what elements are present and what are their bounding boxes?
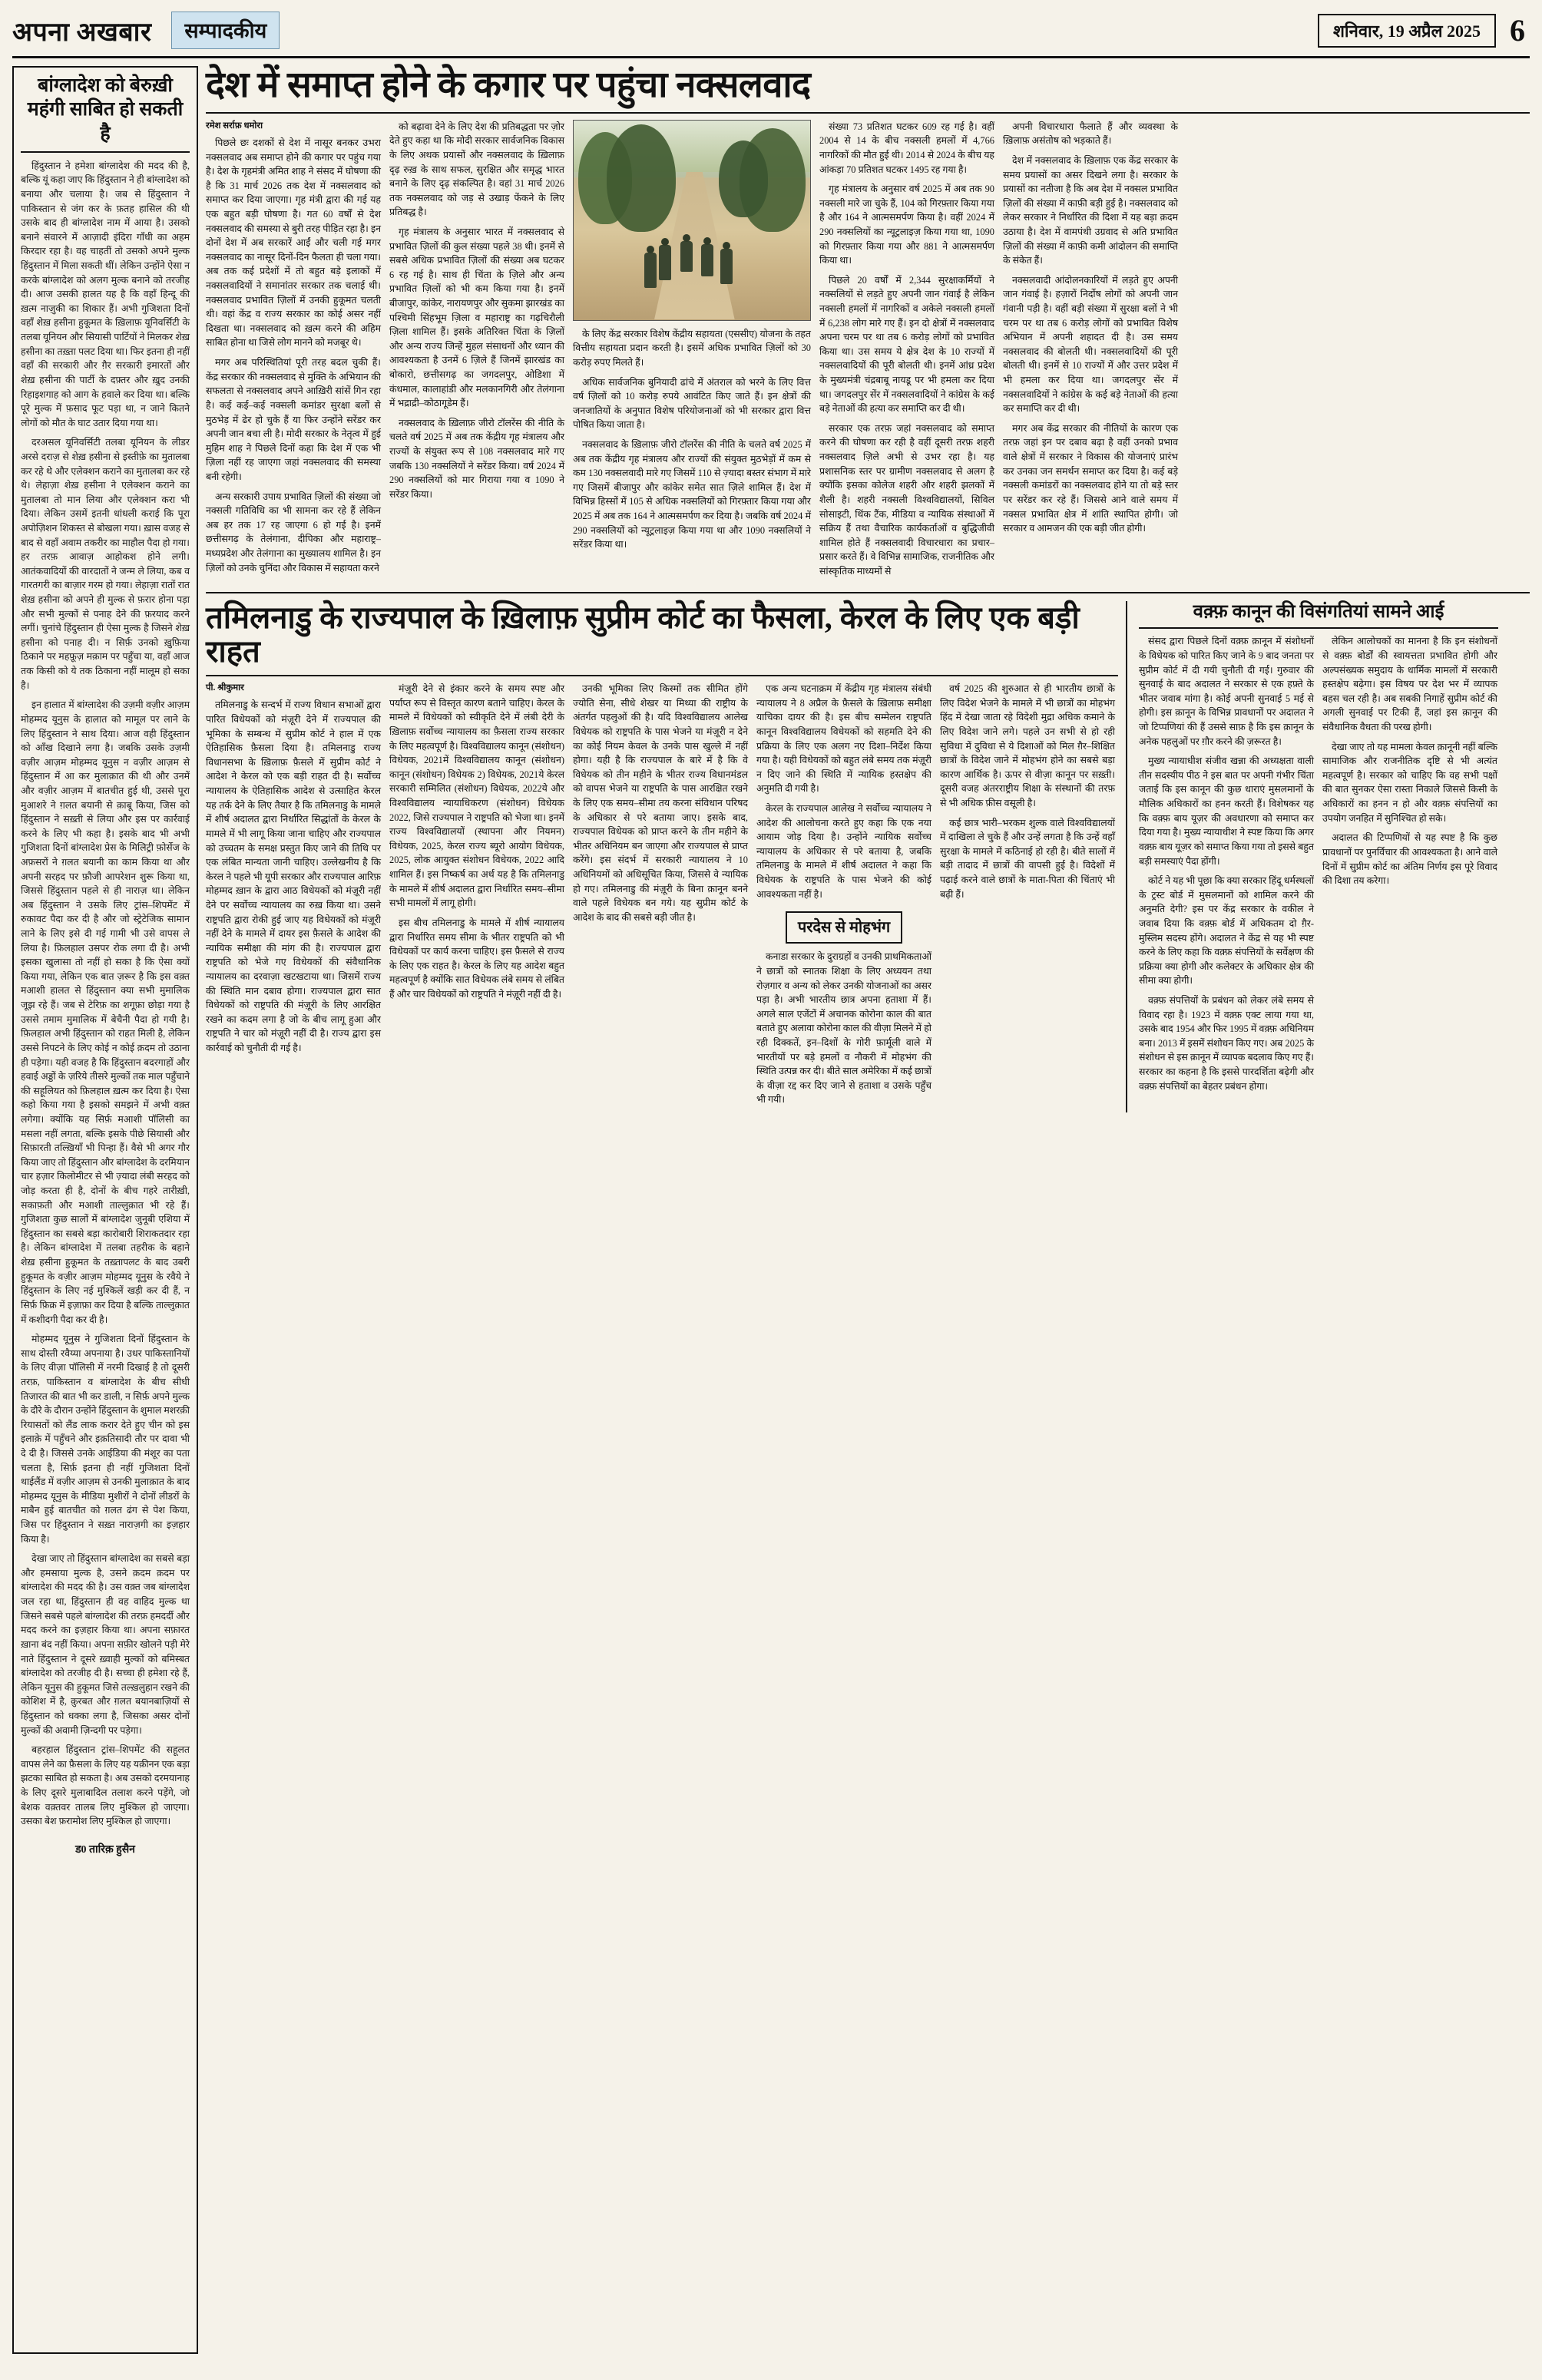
paragraph: गृह मंत्रालय के अनुसार भारत में नक्सलवाद से प्रभावित ज़िलों की कुल संख्या पहले 38 थी। इनमें से सबसे अधिक प्रभावित ज़िलों की संख्या अब घटकर 6 रह गई है। साथ ही चिंता के ज़िले और अन्य प्रभावित ज़िलों को भी कम किया गया है। इनमें बीजापुर, कांकेर, नारायणपुर और सुकमा झारखंड का पश्चिमी सिंहभूम ज़िला व महाराष्ट्र का गढ़चिरौली ज़िला शामिल हैं। इसके अतिरिक्त चिंता के ज़िलों और अन्य राज्य जिन्हें मुहल संसाधनों और ध्यान की आवश्यकता है उनमें 6 ज़िले हैं जिनमें झारखंड का बोकारो, छत्तीसगढ़ का जगदलपुर, ओडिशा में कंधमाल, कालाहांडी और मलकानगिरी और तेलंगाना में भद्राद्री–कोठागूडेम हैं।	[389, 226, 564, 409]
paragraph: वक़्फ़ संपत्तियों के प्रबंधन को लेकर लंबे समय से विवाद रहा है। 1923 में वक़्फ़ एक्ट लाया गया था, उसके बाद 1954 और फिर 1995 में वक़्फ़ अधिनियम बना। 2013 में इसमें संशोधन किए गए। अब 2025 के संशोधन से इस क़ानून में व्यापक बदलाव किए गए हैं। सरकार का कहना है कि इससे पारदर्शिता बढ़ेगी और वक़्फ़ संपत्तियों का बेहतर प्रबंधन होगा।	[1139, 995, 1314, 1092]
soldier-figure	[680, 241, 693, 272]
page-number: 6	[1510, 13, 1525, 48]
paragraph: कनाडा सरकार के दुराग्रहों व उनकी प्राथमिकताओं ने छात्रों को स्नातक शिक्षा के लिए अध्ययन तथा रोज़गार व अन्य को लेकर उनकी योजनाओं का असर पड़ा है। अभी भारतीय छात्र अपना हताशा में हैं। अगले साल एजेंटों में अचानक कोरोना काल की बात बताते हुए अलावा कोरोना काल की वीज़ा मिलने में हो रही दिक्कतें, इन–दिशों के गोरी फ़ार्मूली वाले में भारतीयों पर बड़े हमलों व नौकरी में मोहभंग की स्थिति उत्पन्न कर दी। बीते साल अमेरिका में कई छात्रों के वीज़ा रद्द कर दिए जाने से हताशा व उसके पहुँच भी गयी।	[756, 951, 931, 1106]
masthead-right	[1318, 12, 1530, 48]
pardes-se-mohbhang-label: परदेस से मोहभंग	[786, 911, 902, 944]
paragraph: अधिक सार्वजनिक बुनियादी ढांचे में अंतराल को भरने के लिए वित्त वर्ष ज़िलों को 10 करोड़ रुपये आवंटित किए जाते हैं। इन क्षेत्रों की जनजातियों के अनुपात विशेष परियोजनाओं को भी सरकार द्वारा वित्त पोषित किया जाता है।	[573, 376, 811, 431]
main-content	[206, 66, 1530, 2354]
editorial-body	[21, 159, 190, 1834]
lower-section	[206, 601, 1530, 1112]
paragraph: उनकी भूमिका लिए किस्मों तक सीमित होंगे ज्योति सेना, सीधे शेखर या मिथ्या की राष्ट्रीय के अंतर्गत पहलुओं की है। यदि विश्वविद्यालय आलेख विधेयक को राष्ट्रपति के पास भेजने या मंज़ूरी न देने का कोई नियम केवल के उनके पास खुल्ले में नहीं होगा। यही है कि राज्यपाल के बारे में है कि वे विधेयक को तीन महीने के भीतर राज्य विधानमंडल को वापस भेजने या राष्ट्रपति के पास आरक्षित रखने के लिए एक समय–सीमा तय करना संविधान परिषद के अधिकार से परे बताया जाए। इसके बाद, राज्यपाल विधेयक को प्राप्त करने के तीन महीने के भीतर अधिनियम बन जाएगा और राज्यपाल से प्राप्त करेंगे। इस संदर्भ में सरकारी न्यायालय ने 10 अधिनियमों को अधिसूचित किया, जिससे वे न्यायिक हो गए। तमिलनाडु की मंज़ूरी के बिना क़ानून बनने वाले पहले विधेयक बन गये। यह सुप्रीम कोर्ट के आदेश के बाद की सबसे बड़ी जीत है।	[573, 683, 748, 923]
waqf-story	[1136, 601, 1498, 1112]
waqf-column-2	[1322, 634, 1497, 1099]
paragraph: पिछले छः दशकों से देश में नासूर बनकर उभरा नक्सलवाद अब समाप्त होने की कगार पर पहुंच गया है। देश के गृहमंत्री अमित शाह ने संसद में घोषणा की है कि 31 मार्च 2026 तक देश में नक्सलवाद को समाप्त कर दिया जाएगा। गृह मंत्री द्वारा की गई यह एक बहुत बड़ी घोषणा है। गत 60 वर्षों से देश नक्सलवाद की समस्या से बुरी तरह पीड़ित रहा है। इन दोनों देश में अब सरकारें आईं और चली गई मगर नक्सलवाद का नासूर दिनों-दिन फैलता ही चला गया। अब तक कई प्रदेशों में तो बहुत बड़े इलाकों में नक्सलवादियों ने समानांतर सरकार तक चलाई थी। नक्सलवाद प्रभावित ज़िलों में उनकी हुकूमत चलती थी। वहां केंद्र व राज्य सरकार का कोई असर नहीं दिखता था। नक्सलवाद को ख़त्म करने की अहिम साबित होना था जिसे लोग मानने को मजबूर थे।	[206, 137, 381, 349]
masthead	[12, 11, 1530, 58]
editorial-paragraph: देखा जाए तो हिंदुस्तान बांग्लादेश का सबसे बड़ा और हमसाया मुल्क है, उसने क़दम क़दम पर बांग्लादेश की मदद की है। उस वक़्त जब बांग्लादेश जल रहा था, हिंदुस्तान ही वह वाहिद मुल्क था जिसने सबसे पहले बांग्लादेश की तरफ़ हमदर्दी और मदद करने का इज़हार किया था। अपना सफ़ारत ख़ाना बंद नहीं किया। अपना सफ़ीर खोलने पड़ी मेरे नाते हिंदुस्तान ने दूसरे ख़्वाही मुल्कों को बमिस्बत बांग्लादेश को तरजीह दी है। सच्चा ही हमेशा रहे हैं, लेकिन यूनुस की हुकूमत जिसे तल्ख़लुहान रखने की कोशिश में है, क़ुरबत और ग़लत बयानबाज़ियों से हिंदुस्तान को धक्का लगा है, जिसका असर दोनों मुल्कों की अवामी ज़िन्दगी पर पड़ेगा।	[21, 1553, 190, 1736]
second-story-byline: पी. श्रीकुमार	[206, 683, 244, 693]
editorial-paragraph: बहरहाल हिंदुस्तान ट्रांस–शिपमेंट की सहूलत वापस लेने का फ़ैसला के लिए यह यक़ीनन एक बड़ा झटका साबित हो सकता है। अब उसको दरमयानाह के लिए दूसरे मुलाबादिल तलाश करने पड़ेंगे, जो बेशक वक़्तवर तालब लिए मुश्किल हो जाएगा। उसका बेश फ़रामोश लिए मुश्किल हो जाएगा।	[21, 1744, 190, 1827]
top-story-column-4	[819, 120, 994, 584]
paragraph: देश में नक्सलवाद के ख़िलाफ़ एक केंद्र सरकार के समय प्रयासों का असर दिखने लगा है। सरकार के प्रयासों का नतीजा है कि अब देश में नक्सल प्रभावित ज़िलों की संख्या में काफ़ी बड़ी हुई है। नक्सलवाद को लेकर सरकार ने निर्धारित की दिशा में यह बड़ा क़दम उठाया है। देश में वामपंथी उग्रवाद से अति प्रभावित ज़िलों की संख्या में काफ़ी कमी आंदोलन की समाप्ति के संकेत हैं।	[1003, 154, 1178, 266]
second-story-column-2	[389, 682, 564, 1112]
top-story-headline: देश में समाप्त होने के कगार पर पहुंचा नक्सलवाद	[206, 66, 1530, 114]
paragraph: लेकिन आलोचकों का मानना है कि इन संशोधनों से वक़्फ़ बोर्डों की स्वायत्तता प्रभावित होगी और अल्पसंख्यक समुदाय के धार्मिक मामलों में सरकारी हस्तक्षेप बढ़ेगा। इस विषय पर देश भर में व्यापक बहस चल रही है। अब सबकी निगाहें सुप्रीम कोर्ट की अगली सुनवाई पर टिकी हैं, जहां इस क़ानून की संवैधानिक वैधता की परख होगी।	[1322, 636, 1497, 733]
top-story-kicker: रमेश सर्राफ़ धमोरा	[206, 121, 263, 131]
paragraph: वर्ष 2025 की शुरुआत से ही भारतीय छात्रों के लिए विदेश भेजने के मामले में भी छात्रों का मोहभंग हिंद में देखा जाता रहे विदेशी मुद्रा अधिक कमाने के लिए विदेश जाने लगे। पहले उन सभी से हो रही सुविधा में दुविधा से ये दिशाओं को मिल ग़ैर–शिक्षित छात्रों के विदेश जाने में मोहभंग होने का सबसे बड़ा कारण आर्थिक है। ऊपर से वीज़ा कानून पर सख़्ती। दूसरी वजह अंतरराष्ट्रीय शिक्षा के संस्थानों की तरफ़ से भी अधिक फ़ीस वसूली है।	[940, 683, 1115, 809]
soldier-figure	[701, 244, 713, 276]
paragraph: सरकार एक तरफ़ जहां नक्सलवाद को समाप्त करने की घोषणा कर रही है वहीं दूसरी तरफ़ शहरी नक्सलवाद ज़िले अभी से उभर रहा है। यह प्रशासनिक स्तर पर ग्रामीण नक्सलवाद से अलग है क्योंकि इसका कोलेज शहरी और शहरी झलकों में शैली है। शहरी नक्सली विश्वविद्यालयों, सिविल सोसाइटी, थिंक टैंक, मीडिया व न्यायिक संस्थाओं में सक्रिय हैं तथा वैचारिक कार्यकर्ताओं व बुद्धिजीवी शामिल होते हैं नक्सलवादी विचारधारा का प्रचार–प्रसार करते हैं। वे विभिन्न सामाजिक, राजनीतिक और सांस्कृतिक माध्यमों से	[819, 422, 994, 577]
top-story-column-5	[1003, 120, 1178, 584]
second-story	[206, 601, 1127, 1112]
second-story-column-5	[940, 682, 1115, 1112]
paper-title: अपना अखबार	[12, 18, 152, 47]
editorial-column	[12, 66, 198, 2354]
paragraph: केरल के राज्यपाल आलेख ने सर्वोच्च न्यायालय ने आदेश की आलोचना करते हुए कहा कि एक नया आयाम जोड़ दिया है। उन्होंने न्यायिक सर्वोच्च न्यायालय के अधिकार से परे बताया है, जबकि तमिलनाडु के मामले में शीर्ष अदालत ने कहा कि विधेयक के राष्ट्रपति के पास भेजने की कोई आवश्यकता नहीं है।	[756, 803, 931, 900]
paragraph: तमिलनाडु के सन्दर्भ में राज्य विधान सभाओं द्वारा पारित विधेयकों को मंज़ूरी देने में राज्यपाल की भूमिका के सम्बन्ध में सुप्रीम कोर्ट ने हाल में एक ऐतिहासिक फ़ैसला दिया है। तमिलनाडु राज्य विधानसभा के ख़िलाफ़ फ़ैसले में सुप्रीम कोर्ट ने आदेश ने केरल को एक बड़ी राहत दी है। सर्वोच्च न्यायालय के ऐतिहासिक आदेश से उत्साहित केरल यह तर्क देने के लिए तैयार है कि तमिलनाडु के मामले में शीर्ष अदालत द्वारा निर्धारित सिद्धांतों के केरल के मामले में भी लागू किया जाना चाहिए और राज्यपाल को उच्चतम के समक्ष प्रस्तुत किए जाने की तिथि पर एक लंबित मान्यता जानी चाहिए। उल्लेखनीय है कि केरल ने पहले भी यूपी सरकार और राज्यपाल आरिफ़ मोहम्मद ख़ान के द्वारा आठ विधेयकों को मंज़ूरी नहीं देने पर सर्वोच्च न्यायालय का रुख़ किया था। उसने राष्ट्रपति द्वारा रोकी हुई जाए यह विधेयकों को मंज़ूरी नहीं देने के मामले में दायर इस फ़ैसले के आदेश की न्यायिक समीक्षा की मांग की है। राज्यपाल द्वारा राष्ट्रपति को भेजे गए विधेयकों की संवैधानिक न्यायालय का दरवाज़ा खटखटाया था। जिसमें राज्य की स्थिति मान दबाव होगा। राज्यपाल द्वारा सात विधेयकों को राष्ट्रपति की मंज़ूरी के लिए आरक्षित रखने का कदम लगा है जो के बीच लागू हुआ और राष्ट्रपति ने चार को मंज़ूरी नहीं दी है। राज्य द्वारा इस कार्रवाई को चुनौती दी गई है।	[206, 699, 381, 1054]
paragraph: पिछले 20 वर्षों में 2,344 सुरक्षाकर्मियों ने नक्सलियों से लड़ते हुए अपनी जान गंवाई है लेकिन नक्सली हमलों में नागरिकों व अकेले नक्सली हमलों में 6,238 लोग मारे गए हैं। इन दो क्षेत्रों में नक्सलवाद अपना चरम पर था तब 6 करोड़ लोगों को प्रभावित किया था। उस समय ये क्षेत्र देश के 10 राज्यों में नक्सलवादियों की पूरी बोलती थी। इनमें आंध्र प्रदेश के मुख्यमंत्री चंद्रबाबू नायडू पर भी हमला कर दिया था। जगदलपुर सेंर में नक्सलवादियों ने कांग्रेस के कई बड़े नेताओं की हत्या कर समाप्ति कर दी थी।	[819, 274, 994, 415]
top-story-columns	[206, 120, 1530, 584]
paragraph: संसद द्वारा पिछले दिनों वक़्फ़ क़ानून में संशोधनों के विधेयक को पारित किए जाने के 9 बाद जनता पर सुप्रीम कोर्ट में दी गयी चुनौती दी गई। गुरुवार की सुनवाई के बाद अदालत ने सरकार से एक हफ़्ते के भीतर जवाब मांगा है। कोई अपनी सुनवाई 5 मई से होगी। इस क़ानून के विभिन्न प्रावधानों पर अदालत ने जो टिप्पणियां की हैं उससे साफ़ है कि इस क़ानून के अनेक पहलुओं पर ग़ौर करने की ज़रूरत है।	[1139, 636, 1314, 747]
paragraph: को बढ़ावा देने के लिए देश की प्रतिबद्धता पर ज़ोर देते हुए कहा था कि मोदी सरकार सार्वजनिक विकास के लिए अथक प्रयासों और नक्सलवाद के ख़िलाफ़ दृढ़ रुख़ के साथ सफल, सुरक्षित और समृद्ध भारत बनाने के लिए दृढ़ संकल्पित है। वहां 31 मार्च 2026 तक नक्सलवाद को जड़ से उखाड़ फेंकने के लिए प्रतिबद्ध है।	[389, 121, 564, 218]
paragraph: मंज़ूरी देने से इंकार करने के समय स्पष्ट और पर्याप्त रूप से विस्तृत कारण बताने चाहिए। केरल के मामले में विधेयकों को स्वीकृति देने में लंबी देरी के ख़िलाफ़ सर्वोच्च न्यायालय का फ़ैसला राज्य सरकार के लिए महत्वपूर्ण है। विश्वविद्यालय कानून (संशोधन) विधेयक, 2021में विश्वविद्यालय कानून (संशोधन) कानून (संशोधन) विधेयक 2) विधेयक, 2021ये केरल सरकारी सम्मिलित (संशोधन) विधेयक, 2022ये और विश्वविद्यालय न्यायाधिकरण (संशोधन) विधेयक 2022, जिसे राज्यपाल ने राष्ट्रपति को भेजा था। इनमें राज्य विश्वविद्यालयों (स्थापना और नियमन) विधेयक, 2025, केरल राज्य ब्यूरो आयोग विधेयक, 2025, लोक आयुक्त संशोधन विधेयक, 2022 आदि शामिल हैं। इस निष्कर्ष का अर्थ यह है कि तमिलनाडु के मामले में शीर्ष अदालत द्वारा निर्धारित समय–सीमा सभी मामलों में लागू होगी।	[389, 683, 564, 909]
editorial-paragraph: दरअसल यूनिवर्सिटी तलबा यूनियन के लीडर अरसे दराज़ से शेख़ हसीना से इस्तीफ़े का मुतालबा कर रहे थे और एलेक्शन कराने का मुतालबा कर रहे थे। लेहाज़ा शेख़ हसीना ने एलेक्शन कराने का मुतालबा तो मान लिया और एलेक्शन करा भी दिया। लेकिन उसमें इतनी धांधली कराई कि पूरा अपोज़िशन शिकस्त से बोखला गया। ख़ास वजह से बाद से वहाँ अवाम तकरीर का माहौल पैदा हो गया। हर तरफ़ आवाज़ आहोकश होने लगी। आतंकवादियों की वारदातों ने जन्म ले लिया, कब व गारतगरी का बाज़ार गरम हो गया। लेहाज़ा रातों रात शेख़ हसीना को अपने ही मुल्क से फ़रार होना पड़ा और सभी मुल्कों से पनाह देने की फ़रयाद करने लगीं। चुनांचे हिंदुस्तान ही ऐसा मुल्क है जिसने शेख़ हसीना को पनाह दी। न सिर्फ़ उनको ख़ुफ़िया ठिकाने पर महफ़ूज़ मक़ाम पर पहुँचा या, वहाँ आज तक किसी को ये तक ठिकाना नहीं मालूम हो सका है।	[21, 437, 190, 691]
paragraph: गृह मंत्रालय के अनुसार वर्ष 2025 में अब तक 90 नक्सली मारे जा चुके हैं, 104 को गिरफ़्तार किया गया है और 164 ने आत्मसमर्पण किया है। वहीं 2024 में 290 नक्सलियों का न्यूट्रलाइज़ किया गया था, 1090 को गिरफ़्तार किया गया और 881 ने आत्मसमर्पण किया था।	[819, 183, 994, 266]
section-label: सम्पादकीय	[171, 12, 280, 49]
second-story-column-3	[573, 682, 748, 1112]
second-story-headline: तमिलनाडु के राज्यपाल के ख़िलाफ़ सुप्रीम कोर्ट का फैसला, केरल के लिए एक बड़ी राहत	[206, 601, 1118, 677]
paragraph: मगर अब परिस्थितियां पूरी तरह बदल चुकी हैं। केंद्र सरकार की नक्सलवाद से मुक्ति के अभियान की सफलता से नक्सलवाद अपने आख़िरी सांसें गिन रहा है। कई कई–कई नक्सली कमांडर सुरक्षा बलों से मुठभेड़ में ढेर हो चुके हैं या फिर उन्होंने सरेंडर कर अपनी जान बचा ली है। मोदी सरकार के नेतृत्व में हुई मुहिम शाह ने पिछले दिनों कहा कि देश में एक भी ज़िला नहीं रह जाएगा जहां नक्सलवाद की समस्या बनी रहेगी।	[206, 357, 381, 482]
paragraph: मुख्य न्यायाधीश संजीव खन्ना की अध्यक्षता वाली तीन सदस्यीय पीठ ने इस बात पर अपनी गंभीर चिंता जताई कि इस कानून की कुछ धाराएं मुसलमानों के मौलिक अधिकारों का हनन करती हैं। विशेषकर यह कि वक़्फ़ बाय यूज़र की अवधारणा को समाप्त कर दिया गया है। मुख्य न्यायाधीश ने स्पष्ट किया कि अगर वक़्फ़ बाय यूज़र को समाप्त किया गया तो इससे बहुत बड़ी समस्याएं पैदा होंगी।	[1139, 755, 1314, 867]
masthead-left	[12, 12, 280, 49]
paragraph: मगर अब केंद्र सरकार की नीतियों के कारण एक तरफ़ जहां इन पर दबाव बढ़ा है वहीं उनको प्रभाव वाले क्षेत्रों में सरकार ने विकास की योजनाएं प्रारंभ कर उनका जन समर्थन समाप्त कर दिया है। कई बड़े नक्सली कमांडरों का नक्सलवाद होने या तो बड़े स्तर पर सरेंडर कर रहे हैं। जिससे आने वाले समय में नक्सल प्रभावित क्षेत्र में शांति स्थापित होगी। जो सरकार व आमजन की एक बड़ी जीत होगी।	[1003, 422, 1178, 534]
second-story-columns	[206, 682, 1118, 1112]
paragraph: देखा जाए तो यह मामला केवल क़ानूनी नहीं बल्कि सामाजिक और राजनीतिक दृष्टि से भी अत्यंत महत्वपूर्ण है। सरकार को चाहिए कि वह सभी पक्षों की बात सुनकर ऐसा रास्ता निकाले जिससे किसी के अधिकारों का हनन न हो और वक़्फ़ संपत्तियों का उपयोग जनहित में सुनिश्चित हो सके।	[1322, 741, 1497, 824]
editorial-paragraph: हिंदुस्तान ने हमेशा बांग्लादेश की मदद की है, बल्कि यूं कहा जाए कि हिंदुस्तान ने ही बांग्लादेश को बनाया और चलाया है। जब से हिंदुस्तान ने पाकिस्तान से जंग कर के फ़तह हासिल की थी उसके बाद ही बांग्लादेश नाम में आया है। उसको बनाने संवारने में आज़ादी इंदिरा गाँधी का अहम किरदार रहा है। वह चाहतीं तो उसको अपने मुल्क हिंदुस्तान में मिला सकती थीं। लेकिन उन्होंने ऐसा न करके बांग्लादेश को अलग मुल्क बनाने को तरजीह दी। आज उसकी हालत यह है कि वहाँ हिन्दू की ख़त्म नाज़ुकी का शिकार हैं। अभी गुजिशता दिनों वहाँ शेख़ हसीना हुकूमत के ख़िलाफ़ यूनिवर्सिटी के तलबा यूनियन और सियासी पार्टियों ने मिलकर शेख़ हसीना का तख़्ता पलट दिया था। फिर इतना ही नहीं वहाँ की सरकारी और ग़ैर सरकारी इमारतों और शेख़ हसीना की पार्टी के दफ़्तर और ख़ुद उनकी रिहाइशगाह को आग के हवाले कर दिया था। बल्कि पूरे मुल्क में फ़साद फूट पड़ा था, न जाने कितने लोगों को मौत के घाट उतार दिया गया था।	[21, 160, 190, 428]
top-story-column-3	[573, 120, 811, 584]
paragraph: अदालत की टिप्पणियों से यह स्पष्ट है कि कुछ प्रावधानों पर पुनर्विचार की आवश्यकता है। आने वाले दिनों में सुप्रीम कोर्ट का अंतिम निर्णय इस पूरे विवाद की दिशा तय करेगा।	[1322, 832, 1497, 887]
publication-date: शनिवार, 19 अप्रैल 2025	[1318, 14, 1496, 48]
paragraph: कोर्ट ने यह भी पूछा कि क्या सरकार हिंदू धर्मस्थलों के ट्रस्ट बोर्ड में मुसलमानों को शामिल करने की अनुमति देगी? इस पर केंद्र सरकार के वकील ने जवाब दिया कि वक़्फ़ बोर्ड में अधिकतम दो ग़ैर-मुस्लिम सदस्य होंगे। अदालत ने केंद्र से यह भी स्पष्ट करने के लिए कहा कि वक़्फ़ संपत्तियों के सर्वेक्षण की प्रक्रिया क्या होगी और कलेक्टर के अधिकार क्षेत्र की सीमा क्या होगी।	[1139, 875, 1314, 987]
paragraph: अपनी विचारधारा फैलाते हैं और व्यवस्था के ख़िलाफ़ असंतोष को भड़काते हैं।	[1003, 121, 1178, 147]
tree-icon	[719, 140, 768, 217]
second-story-column-1	[206, 682, 381, 1112]
top-story	[206, 66, 1530, 593]
soldier-figure	[720, 249, 733, 284]
waqf-story-columns	[1139, 634, 1498, 1099]
paragraph: नक्सलवाद के ख़िलाफ़ जीरो टॉलरेंस की नीति के चलते वर्ष 2025 में अब तक केंद्रीय गृह मंत्रालय और राज्यों के संयुक्त रूप से 108 नक्सलवाद मारे गए जबकि 130 नक्सलियों ने सरेंडर किया। वर्ष 2024 में 290 नक्सलियों को मार गिराया गया व 1090 ने सरेंडर किया।	[389, 417, 564, 500]
paragraph: संख्या 73 प्रतिशत घटकर 609 रह गई है। वहीं 2004 से 14 के बीच नक्सली हमलों में 4,766 नागरिकों की मौत हुई थी। 2014 से 2024 के बीच यह आंकड़ा 70 प्रतिशत घटकर 1495 रह गया है।	[819, 121, 994, 175]
editorial-byline: ड0 तारिक़ हुसैन	[75, 1843, 135, 1856]
soldier-figure	[644, 253, 657, 288]
paragraph: कई छात्र भारी–भरकम शुल्क वाले विश्वविद्यालयों में दाखिला ले चुके हैं और उन्हें लगता है कि उन्हें वहाँ सुरक्षा के मामले में कठिनाई हो रही है। बीते सालों में बड़ी तादाद में छात्रों की वापसी हुई है। विदेशों में पढ़ाई करने वाले छात्रों के माता-पिता की चिंताएं भी बढ़ी हैं।	[940, 817, 1115, 900]
tree-icon	[607, 124, 676, 232]
paragraph: अन्य सरकारी उपाय प्रभावित ज़िलों की संख्या जो नक्सली गतिविधि का भी सामना कर रहे हैं लेकिन अब हर तक 17 रह जाएगा 6 हो गई है। इनमें छत्तीसगढ़ के तेलंगाना, दीपिका और महाराष्ट्र–मध्यप्रदेश और तेलंगाना का मुख्यालय शामिल है। इन ज़िलों को उनके चुनिंदा और विकास में सहायता करने	[206, 491, 381, 574]
waqf-column-1	[1139, 634, 1314, 1099]
editorial-paragraph: इन हालात में बांग्लादेश की उज़मी वज़ीर आज़म मोहम्मद यूनुस के हालात को मामूल पर लाने के लिए हिंदुस्तान ने साथ दिया। आज वही हिंदुस्तान को आँख दिखाने लगा है। जबकि उसके उज़मी वज़ीर आज़म मोहम्मद यूनुस न वज़ीर आज़म से हिंदुस्तान में आ कर मुलाक़ात की थी और उनमें और वज़ीर आज़म में बातचीत हुई थी, उससे पूरा मुआशरे ने ग़लत बयानी से क़ाबू किया, जिस को हिंदुस्तान ने सख़्ती से लिया और इस पर कार्रवाई करने के लिए भी कहा है। इसके बाद भी अभी गुजिशता दिनों बांग्लादेश प्रेस के मिलिट्री फ़ोर्सेज के अफ़सरों ने ग़लत बयानी का काम किया था और अपनी सरहद पर फ़ौजी आपरेशन शुरू किया था, जिससे हिंदुस्तान पहले से ही नाराज़ था। लेकिन अब हिंदुस्तान ने उसके लिए ट्रांस–शिपमेंट में रुकावट पैदा कर दी है और जो स्ट्रेटेजिक सामान लाने के लिए इसे दी गई गामी भी उसे वापस ले लिया है। फ़िलहाल उसपर रोक लगा दी है। अभी इसका खुलासा तो नहीं हो सका है कि ऐसा क्यों किया गया, लेकिन एक बात ज़रूर है कि इस वक़्त मआशी हालत से हिंदुस्तान क्या सभी मुमालिक जूझ रहे हैं। जब से टेरिफ़ का शगूफ़ा छोड़ा गया है उससे तमाम मुमालिक में बेचैनी पैदा हो गयी है। फ़िलहाल अभी हिंदुस्तान को राहत मिली है, लेकिन उससे निपटने के लिए कोई न कोई क़दम तो उठाना ही पड़ेगा। यही वजह है कि हिंदुस्तान बदरगाहों और हवाई अड्डों के ज़रिये तीसरे मुल्कों तक माल पहुँचाने की सहूलियत को फ़िलहाल ख़त्म कर दिया है। ऐसा कहो किया गया है इसको समझने में अभी वक़्त लगेगा। क्योंकि यह सिर्फ़ मआशी पॉलिसी का मसला नहीं लगता, बल्कि इसके पीछे सियासी और सिफ़ारती तल्ख़ियाँ भी पिन्हा हैं। वैसे भी अगर गौर किया जाए तो हिंदुस्तान और बांग्लादेश के दरमियान चार हज़ार किलोमीटर से भी ज़्यादा लंबी सरहद को जोड़ करता ही है, दोनों के बीच गहरे तारीख़ी, सकाफ़ती और मआशी ताल्लुक़ात भी रहे हैं। गुजिशता कुछ सालों में बांग्लादेश जुनूबी एशिया में हिंदुस्तान का सबसे बड़ा कारोबारी शिराकतदार रहा है। लेकिन बांग्लादेश में तलबा तहरीक के बहाने शेख़ हसीना हुकूमत के तख़्तापलट के बाद उबरी हुकूमत के वज़ीर आज़म मोहम्मद यूनुस के रवैये ने हिंदुस्तान के लिए नई मुश्किलें खड़ी कर दी हैं, न सिर्फ़ फ़िक्र में इज़ाफ़ा कर दिया है बल्कि ताल्लुक़ात में कशीदगी पैदा कर दी है।	[21, 699, 190, 1325]
paragraph: नक्सलवाद के ख़िलाफ़ जीरो टॉलरेंस की नीति के चलते वर्ष 2025 में अब तक केंद्रीय गृह मंत्रालय और राज्यों की संयुक्त मुठभेड़ों में कम से कम 130 नक्सलवादी मारे गए जिसमें 110 से ज़्यादा बस्तर संभाग में मारे गए जिसमें बीजापुर और कांकेर समेत सात ज़िले शामिल हैं। देश में विभिन्न हिस्सों में 105 से अधिक नक्सलियों को गिरफ़्तार किया गया और 2025 में अब तक 164 ने आत्मसमर्पण कर दिया है। जबकि वर्ष 2024 में 290 नक्सलियों को न्यूट्रलाइज़ किया गया था और 1090 नक्सलियों ने सरेंडर किया था।	[573, 438, 811, 550]
top-story-column-1	[206, 120, 381, 584]
waqf-story-headline: वक़्फ़ कानून की विसंगतियां सामने आई	[1139, 601, 1498, 630]
soldier-figure	[659, 245, 671, 280]
paragraph: एक अन्य घटनाक्रम में केंद्रीय गृह मंत्रालय संबंधी न्यायालय ने 8 अप्रैल के फ़ैसले के ख़िलाफ़ समीक्षा याचिका दायर की है। इस बीच सम्मेलन राष्ट्रपति कानून विश्वविद्यालय विधेयकों को सहमति देने की प्रक्रिया के लिए एक अलग नए दिशा–निर्देश किया गया है। यही विधेयकों को बहुत लंबे समय तक मंज़ूरी न दिए जाने की स्थिति में न्यायिक हस्तक्षेप की अनुमति दी गयी है।	[756, 683, 931, 795]
paragraph: नक्सलवादी आंदोलनकारियों में लड़ते हुए अपनी जान गंवाई है। हज़ारों निर्दोष लोगों को अपनी जान गंवानी पड़ी है। वहीं बड़ी संख्या में सुरक्षा बलों ने भी चरम पर था तब 6 करोड़ लोगों को प्रभावित विशेष अभियान में अपनी शहादत दी है। उस समय नक्सलवाद की बोलती थी। नक्सलवादियों की पूरी बोलती थी। इनमें से 10 राज्यों में और उत्तर प्रदेश में भी हमला कर दिया था। जगदलपुर सेंर में नक्सलवादियों ने कांग्रेस के कई बड़े नेताओं की हत्या कर समाप्ति कर दी थी।	[1003, 274, 1178, 415]
editorial-headline: बांग्लादेश को बेरुख़ी महंगी साबित हो सकती है	[21, 74, 190, 153]
editorial-paragraph: मोहम्मद यूनुस ने गुजिशता दिनों हिंदुस्तान के साथ दोस्ती रवैय्या अपनाया है। उधर पाकिस्तानियों के लिए वीज़ा पॉलिसी में नरमी दिखाई है तो दूसरी तरफ़, पाकिस्तान व बांग्लादेश के बीच सीधी तिजारत की बात भी कर डाली, न सिर्फ़ अपने मुल्क के दौरे के दौरान उन्होंने हिंदुस्तान के शुमाल मशरक़ी रियासतों को लैंड लाक करार देते हुए चीन को इस इलाक़े में पहुँचने और इक़तिसादी तौर पर दावा भी दे दी है। जिससे उनके आईडिया की मंशूर का पता चलता है, सिर्फ़ इतना ही नहीं गुजिशता दिनों थाईलैंड में वज़ीर आज़म से उनकी मुलाक़ात के बाद मोहम्मद यूनुस के मीडिया मुशीरों ने दोनों लीडरों के माबैन हुई बातचीत को ग़लत ढंग से पेश किया, जिस पर हिंदुस्तान ने सख़्त नाराज़गी का इज़हार किया है।	[21, 1334, 190, 1545]
top-story-column-2	[389, 120, 564, 584]
second-story-column-4	[756, 682, 931, 1112]
paragraph: इस बीच तमिलनाडु के मामले में शीर्ष न्यायालय द्वारा निर्धारित समय सीमा के भीतर राष्ट्रपति को भी विधेयकों पर कार्य करना चाहिए। इस फ़ैसले से राज्य के लिए एक राहत है। केरल के लिए यह आदेश बहुत महत्वपूर्ण है क्योंकि सात विधेयक लंबे समय से लंबित हैं और चार विधेयकों को राष्ट्रपति ने मंज़ूरी नहीं दी है।	[389, 917, 564, 1000]
paragraph: के लिए केंद्र सरकार विशेष केंद्रीय सहायता (एससीए) योजना के तहत वित्तीय सहायता प्रदान करती है। इसमें अधिक प्रभावित ज़िलों को 30 करोड़ रुपए मिलते हैं।	[573, 328, 811, 368]
sidebar-label-wrap	[756, 907, 931, 950]
forest-patrol-photo	[573, 120, 811, 321]
page-body	[12, 66, 1530, 2354]
